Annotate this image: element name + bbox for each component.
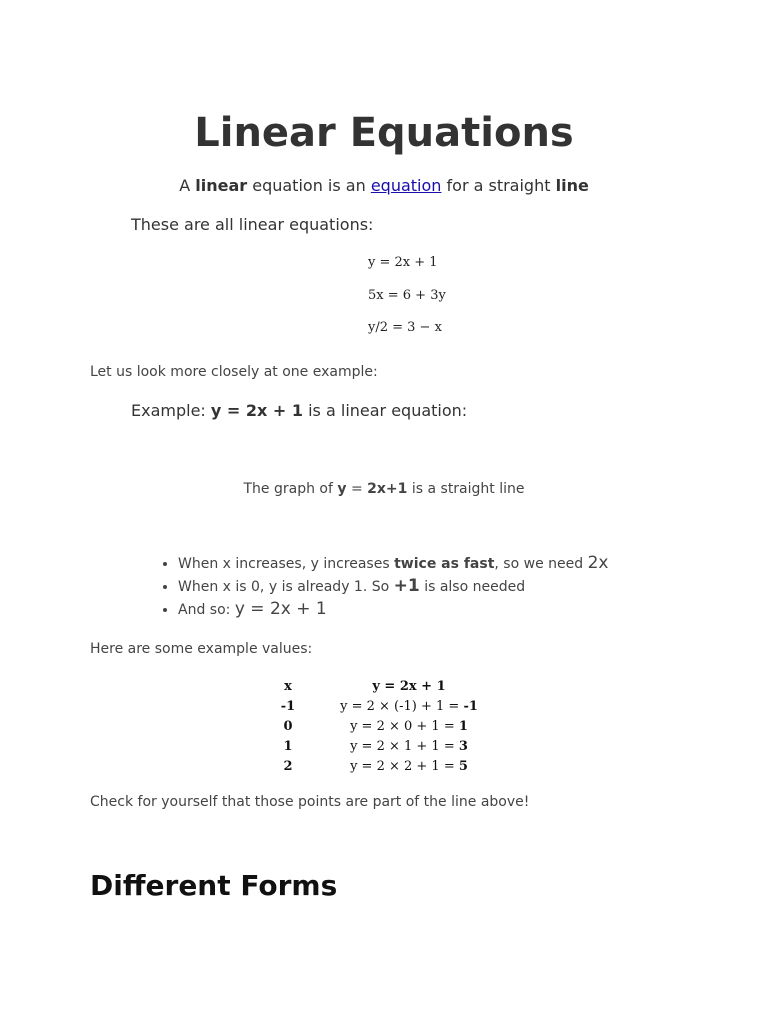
cell-x: 1 (283, 738, 293, 754)
table-row (262, 696, 504, 716)
cell-expr: y = 2 × 2 + 1 = (350, 758, 455, 774)
bullet1-bold: twice as fast (394, 556, 495, 572)
bullet3-big: y = 2x + 1 (234, 599, 327, 619)
values-table (262, 676, 504, 776)
list-item (178, 598, 608, 621)
list-item (178, 575, 608, 598)
cell-y (314, 696, 504, 716)
cell-result: 1 (458, 718, 468, 734)
equation-3: y/2 = 3 − x (368, 320, 442, 335)
bullet2-post: is also needed (424, 579, 526, 595)
page-title: Linear Equations (194, 110, 574, 156)
intro-text-post: for a straight (446, 176, 551, 195)
example-tail: is a linear equation: (308, 401, 468, 420)
cell-result: -1 (463, 698, 478, 714)
intro-sentence (0, 176, 768, 195)
caption-rhs: 2x+1 (367, 481, 408, 497)
reasoning-list (136, 552, 608, 621)
bullet1-pre: When x increases, y increases (178, 556, 390, 572)
example-label: Example: (131, 401, 206, 420)
caption-eqsign: = (350, 481, 363, 497)
table-row (262, 716, 504, 736)
intro-text-a: A (179, 176, 191, 195)
intro-linear-bold: linear (195, 176, 248, 195)
cell-expr: y = 2 × (-1) + 1 = (340, 698, 460, 714)
caption-y: y (337, 481, 347, 497)
header-y: y = 2x + 1 (372, 678, 446, 694)
equation-1: y = 2x + 1 (368, 255, 438, 270)
cell-y (314, 736, 504, 756)
cell-y (314, 756, 504, 776)
bullet1-mid: , so we need (494, 556, 584, 572)
check-text: Check for yourself that those points are part of the line above! (90, 794, 530, 810)
cell-x: -1 (280, 698, 296, 714)
header-x: x (284, 678, 292, 694)
intro-line-bold: line (555, 176, 589, 195)
caption-post: is a straight line (411, 481, 525, 497)
cell-expr: y = 2 × 1 + 1 = (350, 738, 455, 754)
example-values-intro: Here are some example values: (90, 641, 313, 657)
table-header-row (262, 676, 504, 696)
example-line (131, 401, 467, 420)
bullet2-big: +1 (393, 576, 420, 596)
section-heading-different-forms: Different Forms (90, 869, 338, 902)
list-item (178, 552, 608, 575)
bullet2-pre: When x is 0, y is already 1. So (178, 579, 390, 595)
equation-2: 5x = 6 + 3y (368, 288, 446, 303)
cell-expr: y = 2 × 0 + 1 = (350, 718, 455, 734)
table-row (262, 736, 504, 756)
cell-x: 2 (283, 758, 293, 774)
bullet3-pre: And so: (178, 602, 231, 618)
graph-caption (0, 481, 768, 497)
bullet1-big: 2x (587, 553, 609, 573)
cell-result: 5 (458, 758, 468, 774)
lead-text: These are all linear equations: (131, 215, 374, 234)
cell-result: 3 (458, 738, 468, 754)
cell-x: 0 (283, 718, 293, 734)
table-row (262, 756, 504, 776)
intro-text-mid: equation is an (252, 176, 366, 195)
caption-pre: The graph of (243, 481, 333, 497)
cell-y (314, 716, 504, 736)
example-equation: y = 2x + 1 (210, 401, 304, 420)
look-closer-text: Let us look more closely at one example: (90, 364, 378, 380)
equation-link[interactable]: equation (370, 176, 442, 195)
